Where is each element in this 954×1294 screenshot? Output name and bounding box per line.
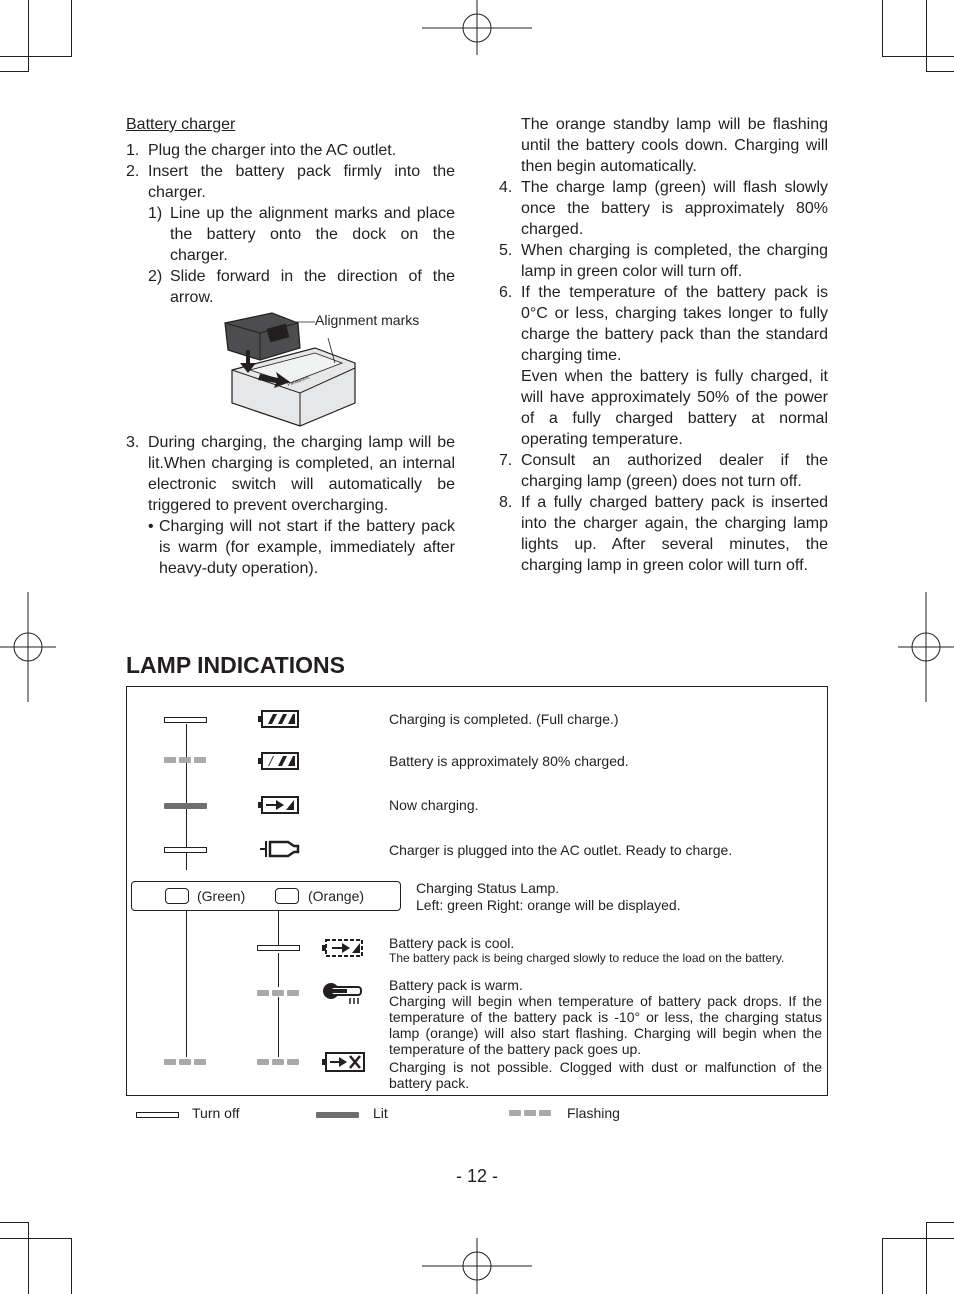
registration-mark-icon: [0, 592, 56, 702]
green-lamp-off: [164, 847, 207, 853]
green-lamp-lit: [164, 803, 207, 809]
list-item: 8. If a fully charged battery pack is inserted into the charger again, the charging lamp lights up. After several minutes, the charging lamp in green color will turn off.: [499, 494, 828, 574]
paragraph: The orange standby lamp will be flashing until the battery cools down. Charging will then begin automatically.: [521, 116, 828, 175]
orange-lamp-label: (Orange): [308, 888, 365, 904]
crop-mark: [71, 0, 72, 56]
crop-mark: [0, 1222, 28, 1223]
orange-lamp-line: [278, 911, 279, 946]
crop-mark: [882, 56, 954, 57]
brand-logo: Panasonic: [286, 374, 311, 388]
legend-off-swatch: [136, 1112, 179, 1118]
legend-flashing-swatch: [509, 1110, 552, 1116]
right-column: [499, 114, 828, 576]
charging-arrow-icon: [258, 795, 300, 815]
crop-mark: [926, 71, 954, 72]
crop-mark: [0, 71, 28, 72]
list-item: 5. When charging is completed, the charging lamp in green color will turn off.: [499, 242, 828, 280]
crop-mark: [71, 1238, 72, 1294]
paragraph: Even when the battery is fully charged, it will have approximately 50% of the power of a fully charged battery at normal operating temperature.: [521, 368, 828, 448]
battery-full-icon: [258, 709, 300, 729]
lamp-description: Now charging.: [389, 797, 479, 813]
left-column-lower: [126, 432, 455, 579]
green-lamp-square: [165, 888, 189, 904]
legend-lit-label: Lit: [373, 1105, 388, 1121]
list-item: 1. Plug the charger into the AC outlet.: [126, 142, 397, 159]
lamp-description: Battery pack is warm. Charging will begin when temperature of battery pack drops. If the temperature of the battery pack is -10° or less, the charging status lamp (orange) will also start flashing. Charging will begin when the temperature of the battery pack goes up.: [389, 977, 822, 1057]
lamp-description: Charging is not possible. Clogged with dust or malfunction of the battery pack.: [389, 1059, 822, 1091]
lamp-description: Charging is completed. (Full charge.): [389, 711, 619, 727]
crop-mark: [926, 1222, 954, 1223]
legend-off-label: Turn off: [192, 1105, 240, 1121]
sub-list-item: 1) Line up the alignment marks and place the battery onto the dock on the charger.: [148, 205, 455, 264]
lamp-description: Battery pack is cool. The battery pack is being charged slowly to reduce the load on the battery.: [389, 935, 785, 965]
orange-lamp-line: [278, 997, 279, 1057]
crop-mark: [926, 0, 927, 72]
list-item: 4. The charge lamp (green) will flash slowly once the battery is approximately 80% charged.: [499, 179, 828, 238]
thermometer-icon: [322, 980, 366, 1006]
green-lamp-line: [186, 911, 187, 1057]
lamp-description: Charger is plugged into the AC outlet. Ready to charge.: [389, 842, 733, 858]
registration-mark-icon: [422, 1238, 532, 1294]
crop-mark: [0, 1238, 72, 1239]
registration-mark-icon: [898, 592, 954, 702]
list-item: 2. Insert the battery pack firmly into the charger.: [126, 163, 455, 201]
crop-mark: [926, 1222, 927, 1294]
list-item: 6. If the temperature of the battery pack is 0°C or less, charging takes longer to fully charge the battery pack than the standard charging time.: [499, 284, 828, 364]
crop-mark: [882, 0, 883, 56]
lamp-description: Battery is approximately 80% charged.: [389, 753, 629, 769]
status-lamp-description: Charging Status Lamp. Left: green Right: orange will be displayed.: [416, 880, 681, 913]
bullet-item: • Charging will not start if the battery pack is warm (for example, immediately after heavy-duty operation).: [148, 518, 455, 577]
plug-icon: [258, 836, 300, 862]
crop-mark: [28, 1222, 29, 1294]
sub-list-item: 2) Slide forward in the direction of the arrow.: [148, 268, 455, 306]
list-item: 3. During charging, the charging lamp will be lit.When charging is completed, an internal electronic switch will automatically be triggered to prevent overcharging.: [126, 434, 455, 514]
orange-lamp-off: [257, 945, 300, 951]
legend-flashing-label: Flashing: [567, 1105, 620, 1121]
green-lamp-label: (Green): [197, 888, 246, 904]
legend-lit-swatch: [316, 1112, 359, 1118]
left-column: [126, 114, 455, 308]
page-number: - 12 -: [455, 1166, 498, 1186]
crop-mark: [882, 1238, 954, 1239]
orange-lamp-flashing: [257, 990, 300, 996]
cool-charge-icon: [322, 938, 366, 958]
section-heading: Battery charger: [126, 116, 236, 133]
green-lamp-flashing: [164, 757, 207, 763]
error-x-icon: [322, 1051, 366, 1073]
crop-mark: [882, 1238, 883, 1294]
registration-mark-icon: [422, 0, 532, 60]
status-lamp-box: [131, 881, 401, 911]
orange-lamp-flashing: [257, 1059, 300, 1065]
battery-80-icon: [258, 751, 300, 771]
section-title: LAMP INDICATIONS: [126, 652, 345, 678]
green-lamp-flashing: [164, 1059, 207, 1065]
orange-lamp-line: [278, 953, 279, 987]
crop-mark: [0, 56, 72, 57]
crop-mark: [28, 0, 29, 72]
orange-lamp-square: [275, 888, 299, 904]
green-lamp-off: [164, 717, 207, 723]
list-item: 7. Consult an authorized dealer if the charging lamp (green) does not turn off.: [499, 452, 828, 490]
figure-label: Alignment marks: [315, 312, 420, 328]
